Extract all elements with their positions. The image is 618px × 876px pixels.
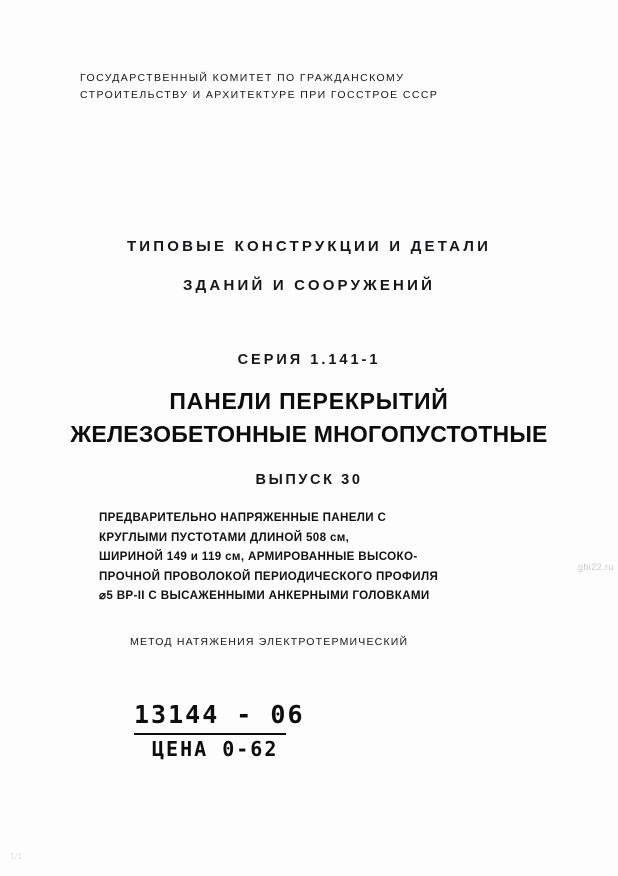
corner-mark: 1/1 xyxy=(10,852,23,861)
main-title-line-2: ЖЕЛЕЗОБЕТОННЫЕ МНОГОПУСТОТНЫЕ xyxy=(70,421,548,447)
issuing-authority-line-2: СТРОИТЕЛЬСТВУ И АРХИТЕКТУРЕ ПРИ ГОССТРОЕ СССР xyxy=(80,89,439,101)
description-line-3: ШИРИНОЙ 149 и 119 см, АРМИРОВАННЫЕ ВЫСОКО- xyxy=(99,550,418,563)
description-line-4: ПРОЧНОЙ ПРОВОЛОКОЙ ПЕРИОДИЧЕСКОГО ПРОФИЛЯ xyxy=(99,569,439,583)
document-main-title xyxy=(0,388,618,448)
tensioning-method: МЕТОД НАТЯЖЕНИЯ ЭЛЕКТРОТЕРМИЧЕСКИЙ xyxy=(130,636,409,648)
series-title-line-1: ТИПОВЫЕ КОНСТРУКЦИИ И ДЕТАЛИ xyxy=(126,238,492,255)
series-title-line-2: ЗДАНИЙ И СООРУЖЕНИЙ xyxy=(182,277,436,294)
watermark: gbi22.ru xyxy=(578,562,614,572)
document-code: 13144 - 06 xyxy=(134,700,305,729)
issuing-authority-line-1: ГОСУДАРСТВЕННЫЙ КОМИТЕТ ПО ГРАЖДАНСКОМУ xyxy=(80,72,405,84)
series-title xyxy=(0,238,618,294)
main-title-line-1: ПАНЕЛИ ПЕРЕКРЫТИЙ xyxy=(169,388,449,414)
document-description xyxy=(99,508,519,606)
document-price: ЦЕНА 0-62 xyxy=(152,737,279,761)
description-line-5: ⌀5 ВР-II С ВЫСАЖЕННЫМИ АНКЕРНЫМИ ГОЛОВКАМИ xyxy=(99,589,430,602)
issue-number: ВЫПУСК 30 xyxy=(255,472,363,488)
description-line-2: КРУГЛЫМИ ПУСТОТАМИ ДЛИНОЙ 508 см, xyxy=(99,530,350,544)
description-line-1: ПРЕДВАРИТЕЛЬНО НАПРЯЖЕННЫЕ ПАНЕЛИ С xyxy=(99,511,387,524)
series-number: СЕРИЯ 1.141-1 xyxy=(237,352,381,368)
code-underline xyxy=(134,733,286,735)
issuing-authority xyxy=(80,70,540,104)
